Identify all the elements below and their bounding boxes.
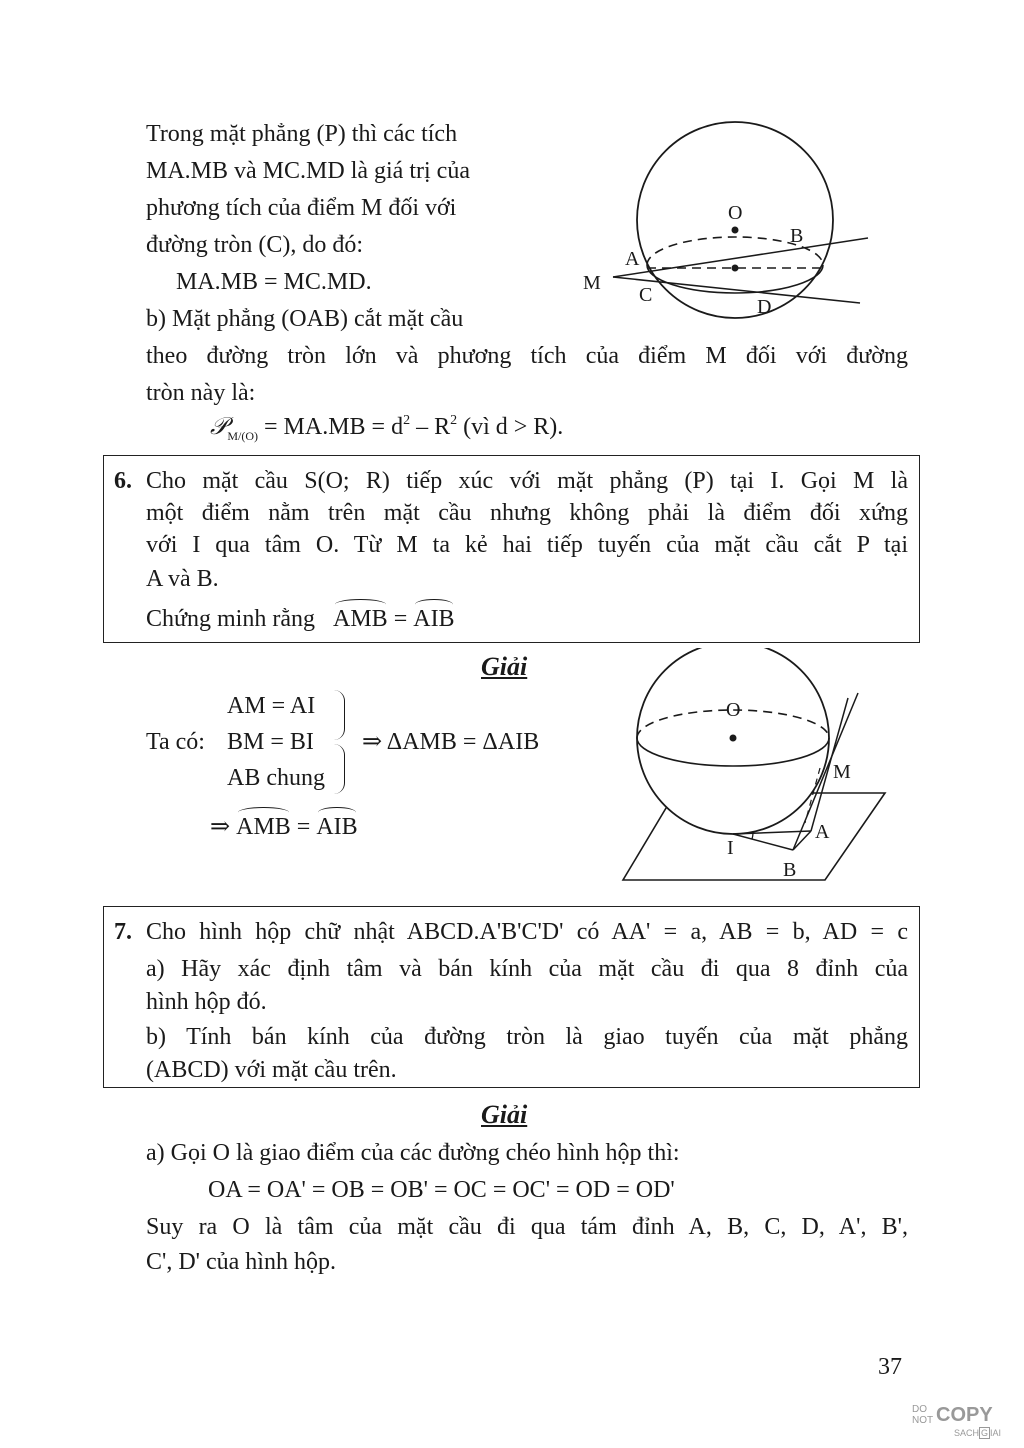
label-a: A (815, 821, 830, 843)
secant-mab (613, 238, 868, 277)
exponent: 2 (403, 413, 411, 428)
text-line: MA.MB và MC.MD là giá trị của (146, 158, 470, 184)
problem-number: 7. (114, 919, 132, 945)
label-a: A (625, 248, 640, 270)
problem-text: b) Tính bán kính của đường tròn là giao tuyến của mặt phẳng (146, 1024, 908, 1050)
label-c: C (639, 284, 653, 306)
problem-text: (ABCD) với mặt cầu trên. (146, 1057, 397, 1083)
text-line: b) Mặt phẳng (OAB) cắt mặt cầu (146, 306, 464, 332)
problem-text: a) Hãy xác định tâm và bán kính của mặt cầu đi qua 8 đỉnh của (146, 956, 908, 982)
solution-heading: Giải (481, 1100, 528, 1129)
sphere-secant-figure (575, 115, 895, 335)
circle-center-point (732, 265, 739, 272)
prove-statement (146, 603, 455, 635)
equation: OA = OA' = OB = OB' = OC = OC' = OD = OD' (208, 1177, 675, 1203)
text-line: Suy ra O là tâm của mặt cầu đi qua tám đỉnh A, B, C, D, A', B', (146, 1214, 908, 1240)
equals: = (290, 814, 317, 840)
angle-amb: AMB (333, 603, 388, 635)
sphere-tangent-plane-figure (615, 648, 895, 888)
segment-ib (733, 834, 793, 850)
label-i: I (727, 837, 734, 859)
formula-part: = MA.MB = d (257, 414, 404, 440)
label-b: B (783, 859, 797, 881)
problem-text: Cho hình hộp chữ nhật ABCD.A'B'C'D' có AA' = a, AB = b, AD = c (146, 919, 908, 945)
segment-ab (793, 831, 811, 850)
solution-heading: Giải (481, 652, 528, 681)
problem-text: hình hộp đó. (146, 989, 267, 1015)
label-d: D (757, 296, 772, 318)
angle-aib: AIB (316, 811, 357, 843)
formula-subscript: M/(O) (227, 428, 258, 443)
text-line: Trong mặt phẳng (P) thì các tích (146, 121, 458, 147)
text-line: a) Gọi O là giao điểm của các đường chéo hình hộp thì: (146, 1140, 680, 1166)
label-o: O (728, 202, 743, 224)
stamp-brand: SACH G IAI (954, 1428, 1002, 1438)
equation: AM = AI (227, 693, 316, 719)
conclusion-angles (210, 811, 358, 843)
stamp-not: NOT (912, 1415, 934, 1426)
watermark-stamp (912, 1404, 1016, 1442)
formula-part: – R (410, 414, 451, 440)
problem-text: một điểm nằm trên mặt cầu nhưng không phải là điểm đối xứng (146, 500, 908, 526)
angle-aib: AIB (413, 603, 454, 635)
text-line: C', D' của hình hộp. (146, 1249, 336, 1275)
label-m: M (583, 272, 601, 294)
center-point (730, 735, 737, 742)
brace-top (334, 690, 345, 740)
equation: AB chung (227, 765, 325, 791)
text-line: Ta có: (146, 729, 205, 755)
stamp-copy: COPY (936, 1404, 993, 1426)
label-o: O (726, 699, 741, 721)
page-number: 37 (878, 1354, 902, 1380)
text-line: phương tích của điểm M đối với (146, 195, 457, 221)
conclusion: ⇒ ΔAMB = ΔAIB (362, 729, 540, 755)
problem-text: với I qua tâm O. Từ M ta kẻ hai tiếp tuyến của mặt cầu cắt P tại (146, 532, 908, 558)
brace-bottom (334, 744, 345, 794)
label-m: M (833, 761, 851, 783)
center-point (732, 227, 739, 234)
text-line: đường tròn (C), do đó: (146, 232, 364, 258)
problem-text: A và B. (146, 566, 219, 592)
text-line: theo đường tròn lớn và phương tích của điểm M đối với đường (146, 343, 908, 369)
stamp-do: DO (912, 1404, 927, 1415)
text-line: tròn này là: (146, 380, 256, 406)
formula-part: (vì d > R). (457, 414, 564, 440)
equation: MA.MB = MC.MD. (176, 269, 372, 295)
equals: = (387, 606, 414, 632)
prove-label: Chứng minh rằng (146, 606, 315, 632)
label-b: B (790, 225, 804, 247)
exponent: 2 (450, 413, 458, 428)
power-formula (210, 411, 563, 443)
equation: BM = BI (227, 729, 314, 755)
implies-symbol: ⇒ (210, 814, 231, 840)
problem-text: Cho mặt cầu S(O; R) tiếp xúc với mặt phẳng (P) tại I. Gọi M là (146, 468, 908, 494)
angle-amb: AMB (236, 811, 291, 843)
problem-number: 6. (114, 468, 132, 494)
script-p: 𝒫 (210, 414, 228, 440)
